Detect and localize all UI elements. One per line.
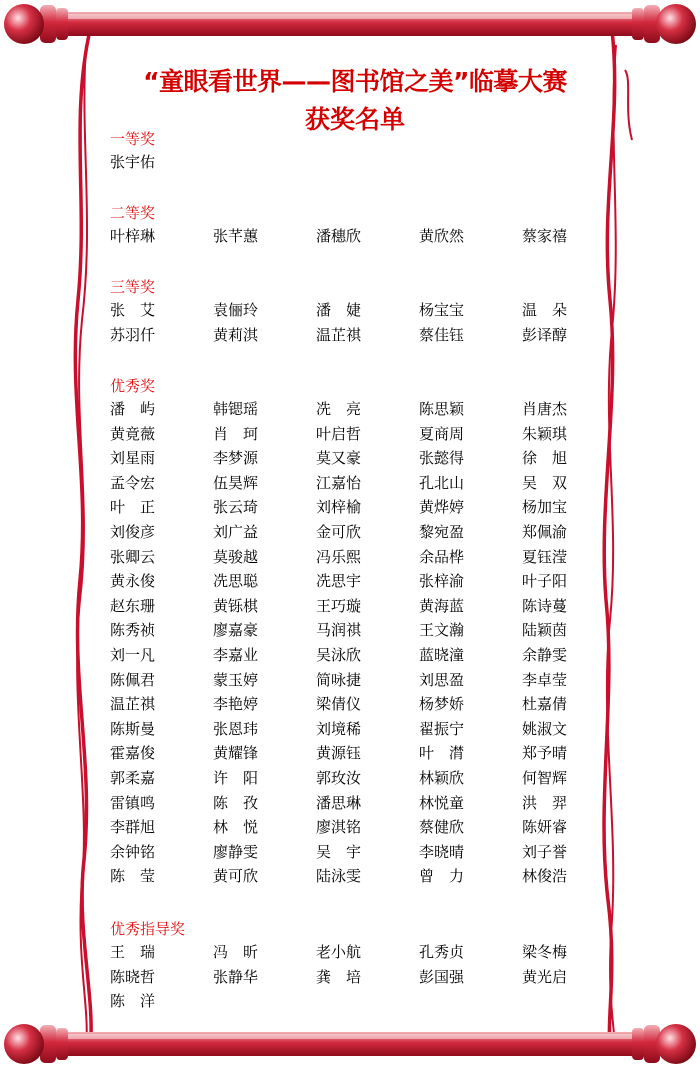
winner-name: 张卿云: [110, 547, 156, 566]
winner-name: 孔北山: [419, 473, 465, 492]
section-excellent-instructor: [110, 918, 610, 1014]
winner-name: 陈晓哲: [110, 967, 156, 986]
winner-name: 黄耀锋: [213, 744, 259, 763]
winner-name: 张 艾: [110, 301, 156, 319]
winner-name: 肖 珂: [213, 424, 259, 443]
section-heading: 三等奖: [110, 278, 156, 296]
winner-name: 陆颖茵: [522, 621, 568, 640]
winner-name: 简咏捷: [316, 670, 362, 689]
winner-name: 潘思琳: [316, 793, 362, 812]
winner-name: 蔡家禧: [522, 227, 568, 245]
winner-name: 林 悦: [213, 818, 259, 837]
winner-name: 黄源钰: [316, 744, 362, 763]
winner-name: 江嘉怡: [316, 473, 362, 492]
winner-name: 霍嘉俊: [110, 744, 156, 763]
winner-name: 吴泳欣: [316, 645, 362, 664]
winner-name: 杨梦娇: [419, 695, 465, 714]
winner-name: 冯乐熙: [316, 547, 362, 566]
winner-name: 李嘉业: [213, 645, 259, 664]
winner-name: 叶梓琳: [110, 227, 156, 245]
winner-name: 黄永俊: [110, 572, 156, 591]
winner-name: 林悦童: [419, 793, 465, 812]
winner-name: 温芷祺: [110, 695, 156, 714]
winner-name: 夏商周: [419, 424, 465, 443]
winner-name: 蔡健欣: [419, 818, 465, 837]
winner-name: 黄海蓝: [419, 596, 465, 615]
page-title: “童眼看世界——图书馆之美”临摹大赛: [143, 67, 567, 96]
winner-name: 徐 旭: [522, 449, 568, 468]
name-grid: [110, 397, 610, 889]
winner-name: 刘俊彦: [110, 522, 156, 541]
winner-name: 余品桦: [419, 547, 465, 566]
winner-name: 陈 莹: [110, 867, 156, 886]
section-excellence-award: [110, 375, 610, 889]
winner-name: 黄烨婷: [419, 498, 465, 517]
winner-name: 张梓渝: [419, 572, 465, 591]
winner-name: 夏钰滢: [522, 547, 568, 566]
winner-name: 张宇佑: [110, 153, 156, 171]
winner-name: 郑予晴: [522, 744, 568, 763]
winner-name: 郭柔嘉: [110, 768, 156, 787]
winner-name: 张云琦: [213, 498, 259, 517]
winner-name: 吴 双: [522, 473, 568, 492]
winner-name: 廖静雯: [213, 842, 259, 861]
winner-name: 陈 孜: [213, 793, 259, 812]
winner-name: 张静华: [213, 967, 259, 986]
winner-name: 肖唐杰: [522, 400, 568, 418]
section-third-prize: [110, 276, 610, 347]
winner-name: 朱颖琪: [522, 424, 568, 443]
winner-name: 李艳婷: [213, 695, 259, 714]
winner-name: 张恩玮: [213, 719, 259, 738]
winner-name: 吴 宇: [316, 842, 362, 861]
winner-name: 叶 正: [110, 498, 156, 517]
winner-name: 陈佩君: [110, 670, 156, 689]
winner-name: 温芷祺: [316, 325, 362, 344]
name-grid: [110, 150, 610, 175]
winner-name: 曾 力: [419, 867, 465, 886]
winner-name: 刘一凡: [110, 645, 156, 664]
winner-name: 杨加宝: [522, 498, 568, 517]
winner-name: 李晓晴: [419, 842, 465, 861]
section-heading: 一等奖: [110, 130, 156, 148]
winner-name: 王巧璇: [316, 596, 362, 615]
winner-name: 杨宝宝: [419, 301, 465, 319]
winner-name: 莫骏越: [213, 547, 259, 566]
winner-name: 叶子阳: [522, 572, 568, 591]
winner-name: 孟令宏: [110, 473, 156, 492]
winner-name: 黄可欣: [213, 867, 259, 886]
name-grid: [110, 298, 610, 347]
winner-name: 苏羽仟: [110, 325, 156, 344]
winner-name: 李卓莹: [522, 670, 568, 689]
winner-name: 廖淇铭: [316, 818, 362, 837]
winner-name: 伍昊辉: [213, 473, 259, 492]
winner-name: 莫又豪: [316, 449, 362, 468]
winner-name: 冯 昕: [213, 943, 259, 961]
winner-name: 刘星雨: [110, 449, 156, 468]
winner-name: 刘梓榆: [316, 498, 362, 517]
winner-name: 姚淑文: [522, 719, 568, 738]
winner-name: 雷镇鸣: [110, 793, 156, 812]
winner-name: 梁冬梅: [522, 943, 568, 961]
winner-name: 余钟铭: [110, 842, 156, 861]
winner-name: 黄竟薇: [110, 424, 156, 443]
winner-name: 叶启哲: [316, 424, 362, 443]
winner-name: 冼思宇: [316, 572, 362, 591]
winner-name: 杜嘉倩: [522, 695, 568, 714]
winner-name: 叶 潸: [419, 744, 465, 763]
winner-name: 刘境稀: [316, 719, 362, 738]
winner-name: 黄铄棋: [213, 596, 259, 615]
winner-name: 潘穗欣: [316, 227, 362, 245]
winner-name: 翟振宁: [419, 719, 465, 738]
winner-name: 蒙玉婷: [213, 670, 259, 689]
winner-name: 韩锶瑶: [213, 400, 259, 418]
winner-name: 梁倩仪: [316, 695, 362, 714]
name-grid: [110, 224, 610, 249]
winner-name: 陈思颖: [419, 400, 465, 418]
winner-name: 马润祺: [316, 621, 362, 640]
section-heading: 二等奖: [110, 204, 156, 222]
winner-name: 冼 亮: [316, 400, 362, 418]
winner-name: 张芊蕙: [213, 227, 259, 245]
winner-name: 金可欣: [316, 522, 362, 541]
winner-name: 刘子誉: [522, 842, 568, 861]
winner-name: 黄光启: [522, 967, 568, 986]
winner-name: 老小航: [316, 943, 362, 961]
winner-name: 蓝晓潼: [419, 645, 465, 664]
winner-name: 赵东珊: [110, 596, 156, 615]
winner-name: 陈斯曼: [110, 719, 156, 738]
winner-name: 潘 屿: [110, 400, 156, 418]
winner-name: 彭国强: [419, 967, 465, 986]
winner-name: 林俊浩: [522, 867, 568, 886]
section-second-prize: [110, 202, 610, 249]
section-heading: 优秀指导奖: [110, 920, 186, 938]
winner-name: 黄欣然: [419, 227, 465, 245]
winner-name: 蔡佳钰: [419, 325, 465, 344]
winner-name: 李群旭: [110, 818, 156, 837]
winner-name: 潘 婕: [316, 301, 362, 319]
winner-name: 廖嘉豪: [213, 621, 259, 640]
winner-name: 郭玫汝: [316, 768, 362, 787]
winner-name: 陈 洋: [110, 992, 156, 1010]
winner-name: 何智辉: [522, 768, 568, 787]
winner-name: 王文瀚: [419, 621, 465, 640]
winner-name: 余静雯: [522, 645, 568, 664]
winner-name: 林颖欣: [419, 768, 465, 787]
section-first-prize: [110, 128, 610, 175]
winner-name: 王 瑞: [110, 943, 156, 961]
winner-name: 陈秀祯: [110, 621, 156, 640]
name-grid: [110, 940, 610, 1014]
winner-name: 龚 培: [316, 967, 362, 986]
winner-name: 陈妍睿: [522, 818, 568, 837]
winner-name: 黎宛盈: [419, 522, 465, 541]
winner-name: 冼思聪: [213, 572, 259, 591]
winner-name: 许 阳: [213, 768, 259, 787]
winner-name: 李梦源: [213, 449, 259, 468]
page-subtitle: 获奖名单: [304, 105, 405, 134]
section-heading: 优秀奖: [110, 377, 156, 395]
winner-name: 郑佩渝: [522, 522, 568, 541]
winner-name: 洪 羿: [522, 793, 568, 812]
winner-name: 陈诗蔓: [522, 596, 568, 615]
winner-name: 黄莉淇: [213, 325, 259, 344]
winner-name: 刘思盈: [419, 670, 465, 689]
winner-name: 袁俪玲: [213, 301, 259, 319]
winner-name: 陆泳雯: [316, 867, 362, 886]
winner-name: 张懿得: [419, 449, 465, 468]
winner-name: 孔秀贞: [419, 943, 465, 961]
winner-name: 温 朵: [522, 301, 568, 319]
winner-name: 彭译醇: [522, 325, 568, 344]
winner-name: 刘广益: [213, 522, 259, 541]
